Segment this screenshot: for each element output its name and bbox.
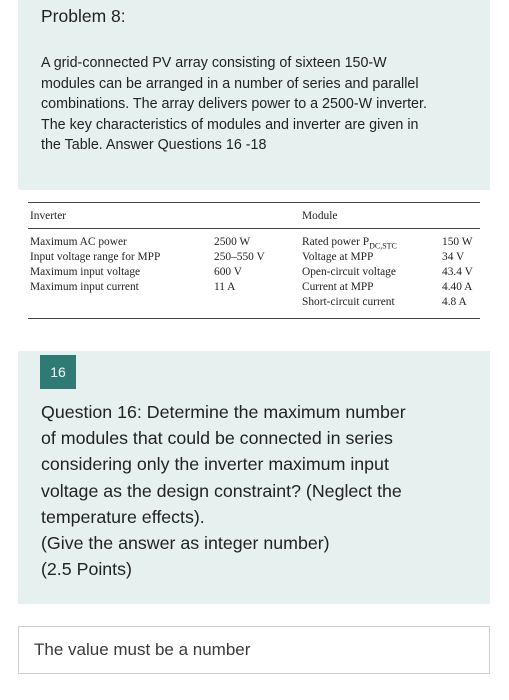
module-row-value: 4.8 A	[442, 296, 467, 308]
answer-placeholder: The value must be a number	[34, 640, 251, 659]
question-line: Question 16: Determine the maximum number	[41, 402, 406, 422]
question-line: (Give the answer as integer number)	[41, 533, 330, 554]
module-header: Module	[302, 210, 338, 222]
module-row-label: Open-circuit voltage	[302, 266, 396, 278]
problem-title: Problem 8:	[41, 6, 126, 26]
question-number-badge: 16	[40, 355, 76, 389]
inverter-row-value: 250–550 V	[214, 251, 265, 263]
inverter-row-value: 2500 W	[214, 236, 251, 248]
module-row-label: Short-circuit current	[302, 296, 395, 308]
inverter-row-value: 11 A	[214, 281, 236, 293]
module-row-label: Current at MPP	[302, 281, 374, 293]
module-row-value: 150 W	[442, 236, 473, 248]
question-line: considering only the inverter maximum input	[41, 454, 389, 475]
problem-line: A grid-connected PV array consisting of sixteen 150-W	[41, 55, 387, 71]
module-row-value: 34 V	[442, 251, 465, 263]
module-row-label: Voltage at MPP	[302, 251, 374, 263]
table-top-rule	[28, 202, 480, 203]
inverter-row-label: Input voltage range for MPP	[30, 251, 161, 263]
inverter-row-label: Maximum input voltage	[30, 266, 141, 278]
problem-line: the Table. Answer Questions 16 -18	[41, 137, 267, 153]
question-line: voltage as the design constraint? (Neglect the	[41, 480, 402, 501]
question-text	[41, 399, 481, 582]
problem-line: modules can be arranged in a number of series and parallel	[41, 75, 419, 92]
problem-line: The key characteristics of modules and inverter are given in	[41, 116, 419, 133]
module-row-label-text: Rated power P	[302, 236, 370, 248]
question-line: of modules that could be connected in series	[41, 428, 393, 449]
specs-table	[18, 190, 490, 328]
module-row-label-sub: DC,STC	[369, 241, 397, 251]
question-line: temperature effects).	[41, 506, 205, 527]
problem-description	[41, 53, 481, 156]
problem-line: combinations. The array delivers power to a 2500-W inverter.	[41, 96, 427, 112]
question-line: (2.5 Points)	[41, 559, 132, 580]
module-row-value: 43.4 V	[442, 266, 473, 278]
module-row-value: 4.40 A	[442, 281, 473, 293]
question-card	[18, 351, 490, 604]
table-bottom-rule	[28, 318, 480, 319]
problem-card	[18, 0, 490, 328]
inverter-row-value: 600 V	[214, 266, 242, 278]
table-header-rule	[28, 228, 480, 229]
inverter-header: Inverter	[30, 210, 67, 222]
inverter-row-label: Maximum AC power	[30, 236, 127, 248]
inverter-row-label: Maximum input current	[30, 281, 139, 293]
answer-input[interactable]	[18, 626, 490, 674]
